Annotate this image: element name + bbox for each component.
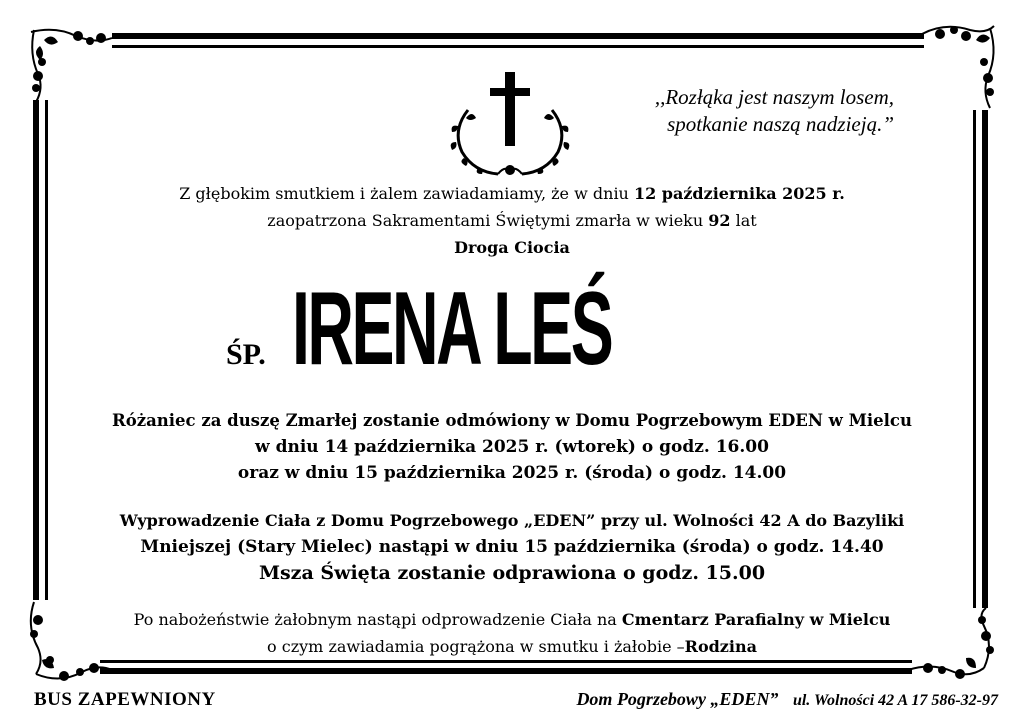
frame-bottom-inner: [100, 660, 912, 663]
rosary-info: [0, 408, 1024, 486]
relation-label: Droga Ciocia: [454, 238, 570, 257]
rosary-line-2: w dniu 14 października 2025 r. (wtorek) o godz. 16.00: [255, 437, 769, 457]
memorial-quote: [594, 84, 894, 138]
intro-line-2: [0, 207, 1024, 234]
funeral-home-address: ul. Wolności 42 A 17 586-32-97: [792, 692, 998, 709]
funeral-home-contact: [576, 689, 998, 710]
deceased-name: IRENA LEŚ: [292, 271, 612, 387]
floral-corner-icon: [920, 20, 1000, 110]
intro-line-3: [0, 234, 1024, 261]
closing-line-1: [0, 606, 1024, 633]
cemetery-name: Cmentarz Parafialny w Mielcu: [621, 610, 891, 629]
intro-line-1: [0, 180, 1024, 207]
floral-corner-icon: [26, 24, 116, 104]
death-date: 12 października 2025 r.: [633, 184, 845, 203]
quote-line-2: spotkanie naszą nadzieją.”: [667, 112, 894, 136]
age-value: 92: [708, 211, 731, 230]
procession-info: [0, 508, 1024, 586]
mass-time: Msza Święta zostanie odprawiona o godz. 15.00: [258, 562, 766, 584]
frame-top-outer: [112, 33, 924, 39]
closing-text: o czym zawiadamia pogrążona w smutku i żałobie –: [267, 637, 685, 656]
procession-line-1: Wyprowadzenie Ciała z Domu Pogrzebowego „EDEN” przy ul. Wolności 42 A do Bazyliki: [119, 511, 905, 530]
name-prefix: ŚP.: [226, 338, 266, 371]
announcement-intro: [0, 180, 1024, 261]
bus-notice: BUS ZAPEWNIONY: [34, 689, 216, 710]
family-signature: Rodzina: [684, 637, 757, 656]
funeral-home-name: Dom Pogrzebowy „EDEN”: [576, 689, 779, 709]
procession-line-2: Mniejszej (Stary Mielec) nastąpi w dniu 15 października (środa) o godz. 14.40: [140, 537, 884, 557]
intro-text: Z głębokim smutkiem i żalem zawiadamiamy, że w dniu: [179, 184, 634, 203]
age-suffix: lat: [730, 211, 757, 230]
rosary-line-1: Różaniec za duszę Zmarłej zostanie odmówiony w Domu Pogrzebowym EDEN w Mielcu: [112, 411, 912, 430]
closing-line-2: [0, 633, 1024, 660]
frame-top-inner: [112, 45, 924, 48]
quote-line-1: ,,Rozłąka jest naszym losem,: [654, 85, 894, 109]
closing-text: Po nabożeństwie żałobnym nastąpi odprowadzenie Ciała na: [133, 610, 622, 629]
intro-text: zaopatrzona Sakramentami Świętymi zmarła w wieku: [267, 211, 709, 230]
rosary-line-3: oraz w dniu 15 października 2025 r. (środa) o godz. 14.00: [237, 463, 787, 483]
closing-info: [0, 606, 1024, 660]
deceased-name-block: [0, 271, 1024, 394]
frame-bottom-outer: [100, 668, 912, 674]
cross-icon: [448, 70, 572, 180]
